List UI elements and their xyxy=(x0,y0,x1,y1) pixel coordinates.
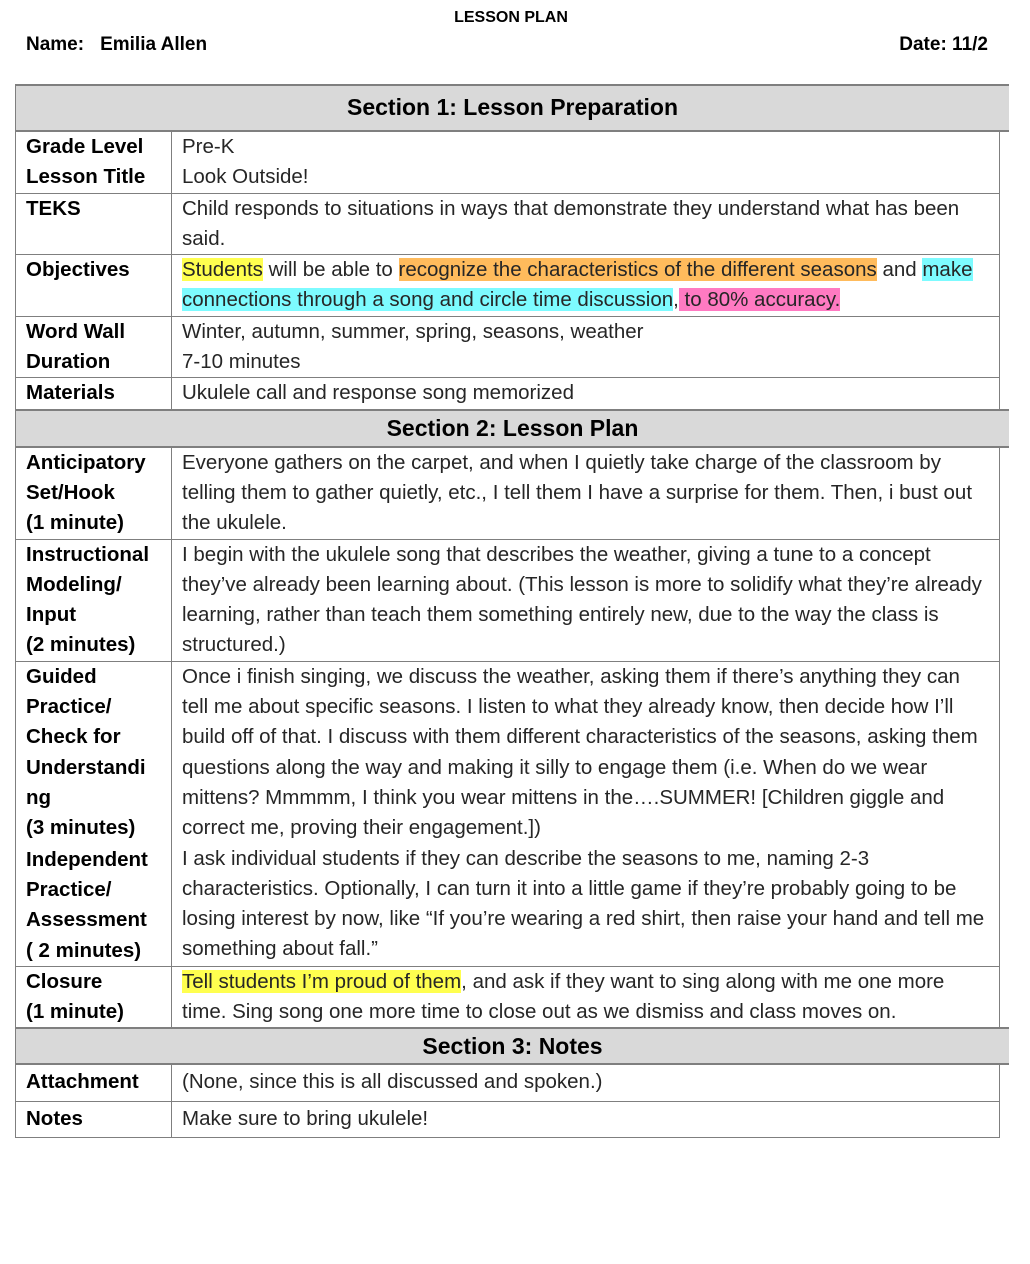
attachment-label: Attachment xyxy=(16,1065,172,1101)
section-2-table xyxy=(15,448,1000,1029)
modeling-label-line: (2 minutes) xyxy=(26,633,136,657)
attachment-row xyxy=(16,1065,1000,1101)
materials-value: Ukulele call and response song memorized xyxy=(172,378,1000,409)
hook-row xyxy=(16,448,1000,539)
guided-label-line: ng xyxy=(26,785,52,809)
grade-title-values xyxy=(172,132,1000,193)
closure-label-line: (1 minute) xyxy=(26,1000,124,1024)
modeling-value: I begin with the ukulele song that describes the weather, giving a tune to a concept they’ve already been learning about. (This lesson is more to solidify what they’re already learning, rather than teach them something entirely new, due to the way the class is structured.) xyxy=(172,539,1000,661)
modeling-label xyxy=(16,539,172,661)
modeling-label-line: Modeling/ xyxy=(26,572,122,596)
hook-label-line: Anticipatory xyxy=(26,450,146,474)
independent-label-line: Independent xyxy=(26,847,148,871)
highlight-connections: make connections through a song and circle time discussion xyxy=(182,258,973,312)
objectives-text: and xyxy=(876,258,923,282)
grade-title-labels xyxy=(16,132,172,193)
objectives-text: will be able to xyxy=(262,258,399,282)
closure-text: , and ask if they want to sing along with me one more time. Sing song one more time to close out as we dismiss and class moves on. xyxy=(182,969,945,1024)
guided-label-line: Understandi xyxy=(26,755,146,779)
hook-label-line: Set/Hook xyxy=(26,480,115,504)
teks-label: TEKS xyxy=(16,193,172,255)
objectives-label: Objectives xyxy=(16,255,172,317)
independent-value: I ask individual students if they can describe the seasons to me, naming 2-3 characteristics. Optionally, I can turn it into a little game if they’re probably going to be losing interest by now, like “If you’re wearing a red shirt, then raise your hand and tell me something about fall.” xyxy=(182,846,985,961)
notes-value: Make sure to bring ukulele! xyxy=(172,1101,1000,1137)
objectives-text: , xyxy=(673,288,679,312)
highlight-accuracy: to 80% accuracy. xyxy=(678,288,841,312)
guided-label-line: Guided xyxy=(26,664,97,688)
hook-label xyxy=(16,448,172,539)
name-value: Emilia Allen xyxy=(100,34,208,55)
guided-label-line: (3 minutes) xyxy=(26,816,136,840)
modeling-row xyxy=(16,539,1000,661)
word-wall-value: Winter, autumn, summer, spring, seasons, weather xyxy=(182,319,644,343)
section-3-heading: Section 3: Notes xyxy=(15,1027,1009,1065)
teks-value: Child responds to situations in ways that demonstrate they understand what has been said. xyxy=(172,193,1000,255)
lesson-title-value: Look Outside! xyxy=(182,165,309,189)
guided-independent-labels xyxy=(16,661,172,966)
grade-level-value: Pre-K xyxy=(182,135,235,158)
teks-row xyxy=(16,193,1000,255)
word-wall-label: Word Wall xyxy=(26,319,126,343)
wordwall-duration-labels xyxy=(16,316,172,378)
grade-title-row xyxy=(16,132,1000,193)
section-2-heading: Section 2: Lesson Plan xyxy=(15,409,1009,448)
hook-value: Everyone gathers on the carpet, and when I quietly take charge of the classroom by telling them to gather quietly, etc., I tell them I have a surprise for them. Then, i bust out the ukulele. xyxy=(172,448,1000,539)
closure-row xyxy=(16,966,1000,1028)
attachment-value: (None, since this is all discussed and spoken.) xyxy=(172,1065,1000,1101)
materials-row xyxy=(16,378,1000,409)
objectives-row xyxy=(16,255,1000,317)
guided-value: Once i finish singing, we discuss the weather, asking them if there’s anything they can tell me about specific seasons. I listen to what they already know, then decide how I’ll build off of that. I discuss with them different characteristics of the seasons, asking them questions along the way and making it silly to engage them (i.e. When do we wear mittens? Mmmmm, I think you wear mittens in the….SUMMER! [Children giggle and correct me, proving their engagement.]) xyxy=(182,664,978,840)
highlight-recognize: recognize the characteristics of the different seasons xyxy=(398,258,877,282)
section-1-heading: Section 1: Lesson Preparation xyxy=(15,84,1009,132)
notes-row xyxy=(16,1101,1000,1137)
guided-independent-values xyxy=(172,661,1000,966)
document-title: LESSON PLAN xyxy=(454,9,568,26)
notes-label: Notes xyxy=(16,1101,172,1137)
closure-label xyxy=(16,966,172,1028)
independent-label-line: Practice/ xyxy=(26,877,112,901)
section-1-table xyxy=(15,132,1000,410)
wordwall-duration-values xyxy=(172,316,1000,378)
lesson-plan-table xyxy=(15,84,1009,1138)
date-line: Date: 11/2 xyxy=(899,34,988,55)
duration-label: Duration xyxy=(26,350,111,374)
independent-label-line: ( 2 minutes) xyxy=(26,938,142,962)
closure-value xyxy=(172,966,1000,1028)
materials-label: Materials xyxy=(16,378,172,409)
section-3-table xyxy=(15,1065,1000,1138)
objectives-value xyxy=(172,255,1000,317)
name-line xyxy=(26,34,207,56)
guided-label-line: Practice/ xyxy=(26,695,112,719)
wordwall-duration-row xyxy=(16,316,1000,378)
highlight-proud: Tell students I’m proud of them xyxy=(182,969,462,993)
guided-independent-row xyxy=(16,661,1000,966)
lesson-title-label: Lesson Title xyxy=(26,165,146,189)
modeling-label-line: Input xyxy=(26,603,77,627)
modeling-label-line: Instructional xyxy=(26,542,150,566)
closure-label-line: Closure xyxy=(26,969,103,993)
highlight-students: Students xyxy=(182,258,263,282)
name-label: Name: xyxy=(26,34,85,55)
duration-value: 7-10 minutes xyxy=(182,350,301,374)
grade-level-label: Grade Level xyxy=(26,135,144,158)
hook-label-line: (1 minute) xyxy=(26,511,124,535)
independent-label-line: Assessment xyxy=(26,908,147,932)
guided-label-line: Check for xyxy=(26,725,121,749)
